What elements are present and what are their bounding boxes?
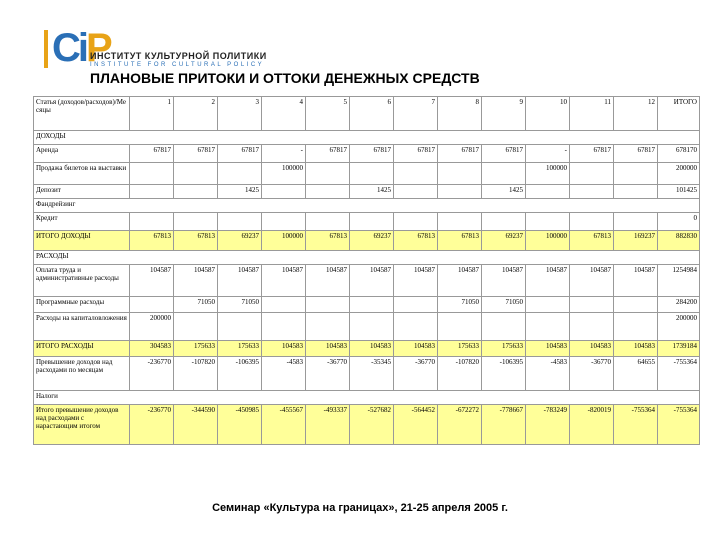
value-cell: 200000 <box>658 313 700 341</box>
value-cell: 67817 <box>570 145 614 163</box>
header-month-cell: 2 <box>174 97 218 131</box>
value-cell: 104587 <box>438 265 482 297</box>
value-cell: - <box>526 145 570 163</box>
section-row <box>34 391 700 405</box>
value-cell <box>262 297 306 313</box>
value-cell: 67813 <box>570 231 614 251</box>
row-label: Продажа билетов на выставки <box>34 163 130 185</box>
section-label: Налоги <box>34 391 700 405</box>
header-month-cell: 12 <box>614 97 658 131</box>
table-row <box>34 163 700 185</box>
value-cell: 67817 <box>130 145 174 163</box>
value-cell <box>570 297 614 313</box>
value-cell <box>218 163 262 185</box>
table-row <box>34 357 700 391</box>
value-cell <box>394 297 438 313</box>
value-cell: 67817 <box>350 145 394 163</box>
value-cell: 71050 <box>438 297 482 313</box>
value-cell <box>482 163 526 185</box>
value-cell: -455567 <box>262 405 306 445</box>
value-cell <box>526 185 570 199</box>
section-label: Фандрейзинг <box>34 199 700 213</box>
header-month-cell: 10 <box>526 97 570 131</box>
value-cell: -236770 <box>130 357 174 391</box>
value-cell <box>306 313 350 341</box>
row-label: Расходы на капиталовложения <box>34 313 130 341</box>
value-cell: 67817 <box>394 145 438 163</box>
logo-subtitle: INSTITUTE FOR CULTURAL POLICY <box>90 62 265 68</box>
header-month-cell: 7 <box>394 97 438 131</box>
value-cell <box>482 213 526 231</box>
value-cell <box>262 313 306 341</box>
value-cell: 175633 <box>438 341 482 357</box>
value-cell: 67817 <box>306 145 350 163</box>
value-cell <box>306 213 350 231</box>
value-cell: 100000 <box>262 163 306 185</box>
header-month-cell: 3 <box>218 97 262 131</box>
value-cell <box>350 163 394 185</box>
value-cell <box>614 185 658 199</box>
value-cell: 67817 <box>218 145 262 163</box>
value-cell <box>614 313 658 341</box>
value-cell <box>438 213 482 231</box>
value-cell: 1739184 <box>658 341 700 357</box>
logo-name: ИНСТИТУТ КУЛЬТУРНОЙ ПОЛИТИКИ <box>90 51 267 61</box>
header-row <box>34 97 700 131</box>
value-cell: -527682 <box>350 405 394 445</box>
value-cell: 67813 <box>438 231 482 251</box>
value-cell: - <box>262 145 306 163</box>
value-cell: 104587 <box>130 265 174 297</box>
row-label: Превышение доходов над расходами по месяцам <box>34 357 130 391</box>
value-cell <box>394 163 438 185</box>
value-cell: 104587 <box>570 265 614 297</box>
header-month-cell: 9 <box>482 97 526 131</box>
value-cell: -778667 <box>482 405 526 445</box>
value-cell: -4583 <box>262 357 306 391</box>
value-cell <box>174 185 218 199</box>
table-row <box>34 231 700 251</box>
value-cell: -755364 <box>658 405 700 445</box>
value-cell: -755364 <box>658 357 700 391</box>
header-month-cell: 8 <box>438 97 482 131</box>
value-cell: 175633 <box>174 341 218 357</box>
row-label: Итого превышение доходов над расходами с нарастающим итогом <box>34 405 130 445</box>
header-month-cell: ИТОГО <box>658 97 700 131</box>
value-cell: 67817 <box>482 145 526 163</box>
value-cell <box>394 185 438 199</box>
value-cell: -36770 <box>394 357 438 391</box>
value-cell: 104587 <box>174 265 218 297</box>
value-cell <box>438 185 482 199</box>
value-cell: 104583 <box>350 341 394 357</box>
value-cell: -106395 <box>482 357 526 391</box>
value-cell: 200000 <box>130 313 174 341</box>
value-cell: 104587 <box>526 265 570 297</box>
row-label: Программные расходы <box>34 297 130 313</box>
value-cell: 71050 <box>218 297 262 313</box>
table-row <box>34 185 700 199</box>
value-cell: -236770 <box>130 405 174 445</box>
header-label-cell: Статья (доходов/расходов)/Ме сяцы <box>34 97 130 131</box>
table-row <box>34 313 700 341</box>
value-cell: 71050 <box>174 297 218 313</box>
value-cell: 100000 <box>526 231 570 251</box>
value-cell: -106395 <box>218 357 262 391</box>
value-cell <box>130 297 174 313</box>
value-cell: -107820 <box>438 357 482 391</box>
value-cell <box>130 163 174 185</box>
value-cell: 1425 <box>350 185 394 199</box>
footer-caption: Семинар «Культура на границах», 21-25 апреля 2005 г. <box>212 502 508 514</box>
value-cell: 64655 <box>614 357 658 391</box>
value-cell: -820019 <box>570 405 614 445</box>
value-cell: 101425 <box>658 185 700 199</box>
table-row <box>34 297 700 313</box>
row-label: Депозит <box>34 185 130 199</box>
value-cell: 104587 <box>350 265 394 297</box>
value-cell: 104587 <box>394 265 438 297</box>
value-cell <box>174 313 218 341</box>
value-cell: 1425 <box>218 185 262 199</box>
value-cell: 104587 <box>218 265 262 297</box>
header-month-cell: 4 <box>262 97 306 131</box>
logo-accent-bar <box>44 30 48 68</box>
row-label: Аренда <box>34 145 130 163</box>
header-month-cell: 1 <box>130 97 174 131</box>
section-label: ДОХОДЫ <box>34 131 700 145</box>
value-cell <box>438 163 482 185</box>
value-cell: 100000 <box>526 163 570 185</box>
value-cell <box>130 185 174 199</box>
value-cell: 304583 <box>130 341 174 357</box>
value-cell <box>482 313 526 341</box>
value-cell <box>306 163 350 185</box>
value-cell <box>350 297 394 313</box>
value-cell <box>218 213 262 231</box>
section-row <box>34 199 700 213</box>
value-cell: -36770 <box>570 357 614 391</box>
section-row <box>34 251 700 265</box>
value-cell <box>262 185 306 199</box>
value-cell: 67817 <box>614 145 658 163</box>
value-cell: 67813 <box>306 231 350 251</box>
section-label: РАСХОДЫ <box>34 251 700 265</box>
table-row <box>34 145 700 163</box>
value-cell <box>526 313 570 341</box>
value-cell <box>570 313 614 341</box>
table-row <box>34 265 700 297</box>
value-cell: 104583 <box>306 341 350 357</box>
value-cell: 104583 <box>262 341 306 357</box>
value-cell: 104583 <box>614 341 658 357</box>
value-cell <box>394 213 438 231</box>
value-cell: 678170 <box>658 145 700 163</box>
value-cell: 67813 <box>394 231 438 251</box>
value-cell <box>526 213 570 231</box>
header-month-cell: 11 <box>570 97 614 131</box>
value-cell: 882830 <box>658 231 700 251</box>
value-cell: 100000 <box>262 231 306 251</box>
value-cell: -493337 <box>306 405 350 445</box>
value-cell: 104583 <box>526 341 570 357</box>
value-cell: 104583 <box>394 341 438 357</box>
value-cell: 104587 <box>306 265 350 297</box>
header-month-cell: 5 <box>306 97 350 131</box>
value-cell: 175633 <box>482 341 526 357</box>
value-cell <box>526 297 570 313</box>
cashflow-table <box>33 96 700 445</box>
row-label: Кредит <box>34 213 130 231</box>
header-month-cell: 6 <box>350 97 394 131</box>
row-label: ИТОГО РАСХОДЫ <box>34 341 130 357</box>
value-cell: -107820 <box>174 357 218 391</box>
value-cell: 104587 <box>482 265 526 297</box>
value-cell: 69237 <box>218 231 262 251</box>
value-cell <box>570 185 614 199</box>
logo-letter-p: P <box>86 26 110 70</box>
value-cell: -755364 <box>614 405 658 445</box>
value-cell: -450985 <box>218 405 262 445</box>
value-cell: 104583 <box>570 341 614 357</box>
value-cell: -672272 <box>438 405 482 445</box>
section-row <box>34 131 700 145</box>
value-cell: 175633 <box>218 341 262 357</box>
value-cell: 104587 <box>614 265 658 297</box>
value-cell: -564452 <box>394 405 438 445</box>
logo-letters: Ci <box>52 26 86 70</box>
slide-title: ПЛАНОВЫЕ ПРИТОКИ И ОТТОКИ ДЕНЕЖНЫХ СРЕДСТВ <box>90 70 480 86</box>
value-cell: 69237 <box>482 231 526 251</box>
row-label: ИТОГО ДОХОДЫ <box>34 231 130 251</box>
row-label: Оплата труда и административные расходы <box>34 265 130 297</box>
value-cell: 284200 <box>658 297 700 313</box>
value-cell <box>614 213 658 231</box>
value-cell <box>438 313 482 341</box>
value-cell: 169237 <box>614 231 658 251</box>
value-cell <box>350 313 394 341</box>
value-cell: -4583 <box>526 357 570 391</box>
value-cell <box>394 313 438 341</box>
value-cell <box>614 163 658 185</box>
value-cell <box>174 213 218 231</box>
value-cell: 1425 <box>482 185 526 199</box>
table-row <box>34 405 700 445</box>
value-cell: -783249 <box>526 405 570 445</box>
value-cell <box>262 213 306 231</box>
value-cell: 67817 <box>174 145 218 163</box>
value-cell: 104587 <box>262 265 306 297</box>
table-row <box>34 213 700 231</box>
value-cell: 67817 <box>438 145 482 163</box>
value-cell <box>570 163 614 185</box>
value-cell: -35345 <box>350 357 394 391</box>
value-cell <box>130 213 174 231</box>
value-cell: 0 <box>658 213 700 231</box>
value-cell <box>570 213 614 231</box>
value-cell <box>306 297 350 313</box>
value-cell: 1254984 <box>658 265 700 297</box>
table-row <box>34 341 700 357</box>
value-cell: -36770 <box>306 357 350 391</box>
value-cell <box>306 185 350 199</box>
value-cell <box>218 313 262 341</box>
value-cell <box>614 297 658 313</box>
value-cell: 71050 <box>482 297 526 313</box>
value-cell: 200000 <box>658 163 700 185</box>
value-cell <box>350 213 394 231</box>
value-cell: -344590 <box>174 405 218 445</box>
value-cell: 67813 <box>130 231 174 251</box>
value-cell <box>174 163 218 185</box>
value-cell: 67813 <box>174 231 218 251</box>
value-cell: 69237 <box>350 231 394 251</box>
